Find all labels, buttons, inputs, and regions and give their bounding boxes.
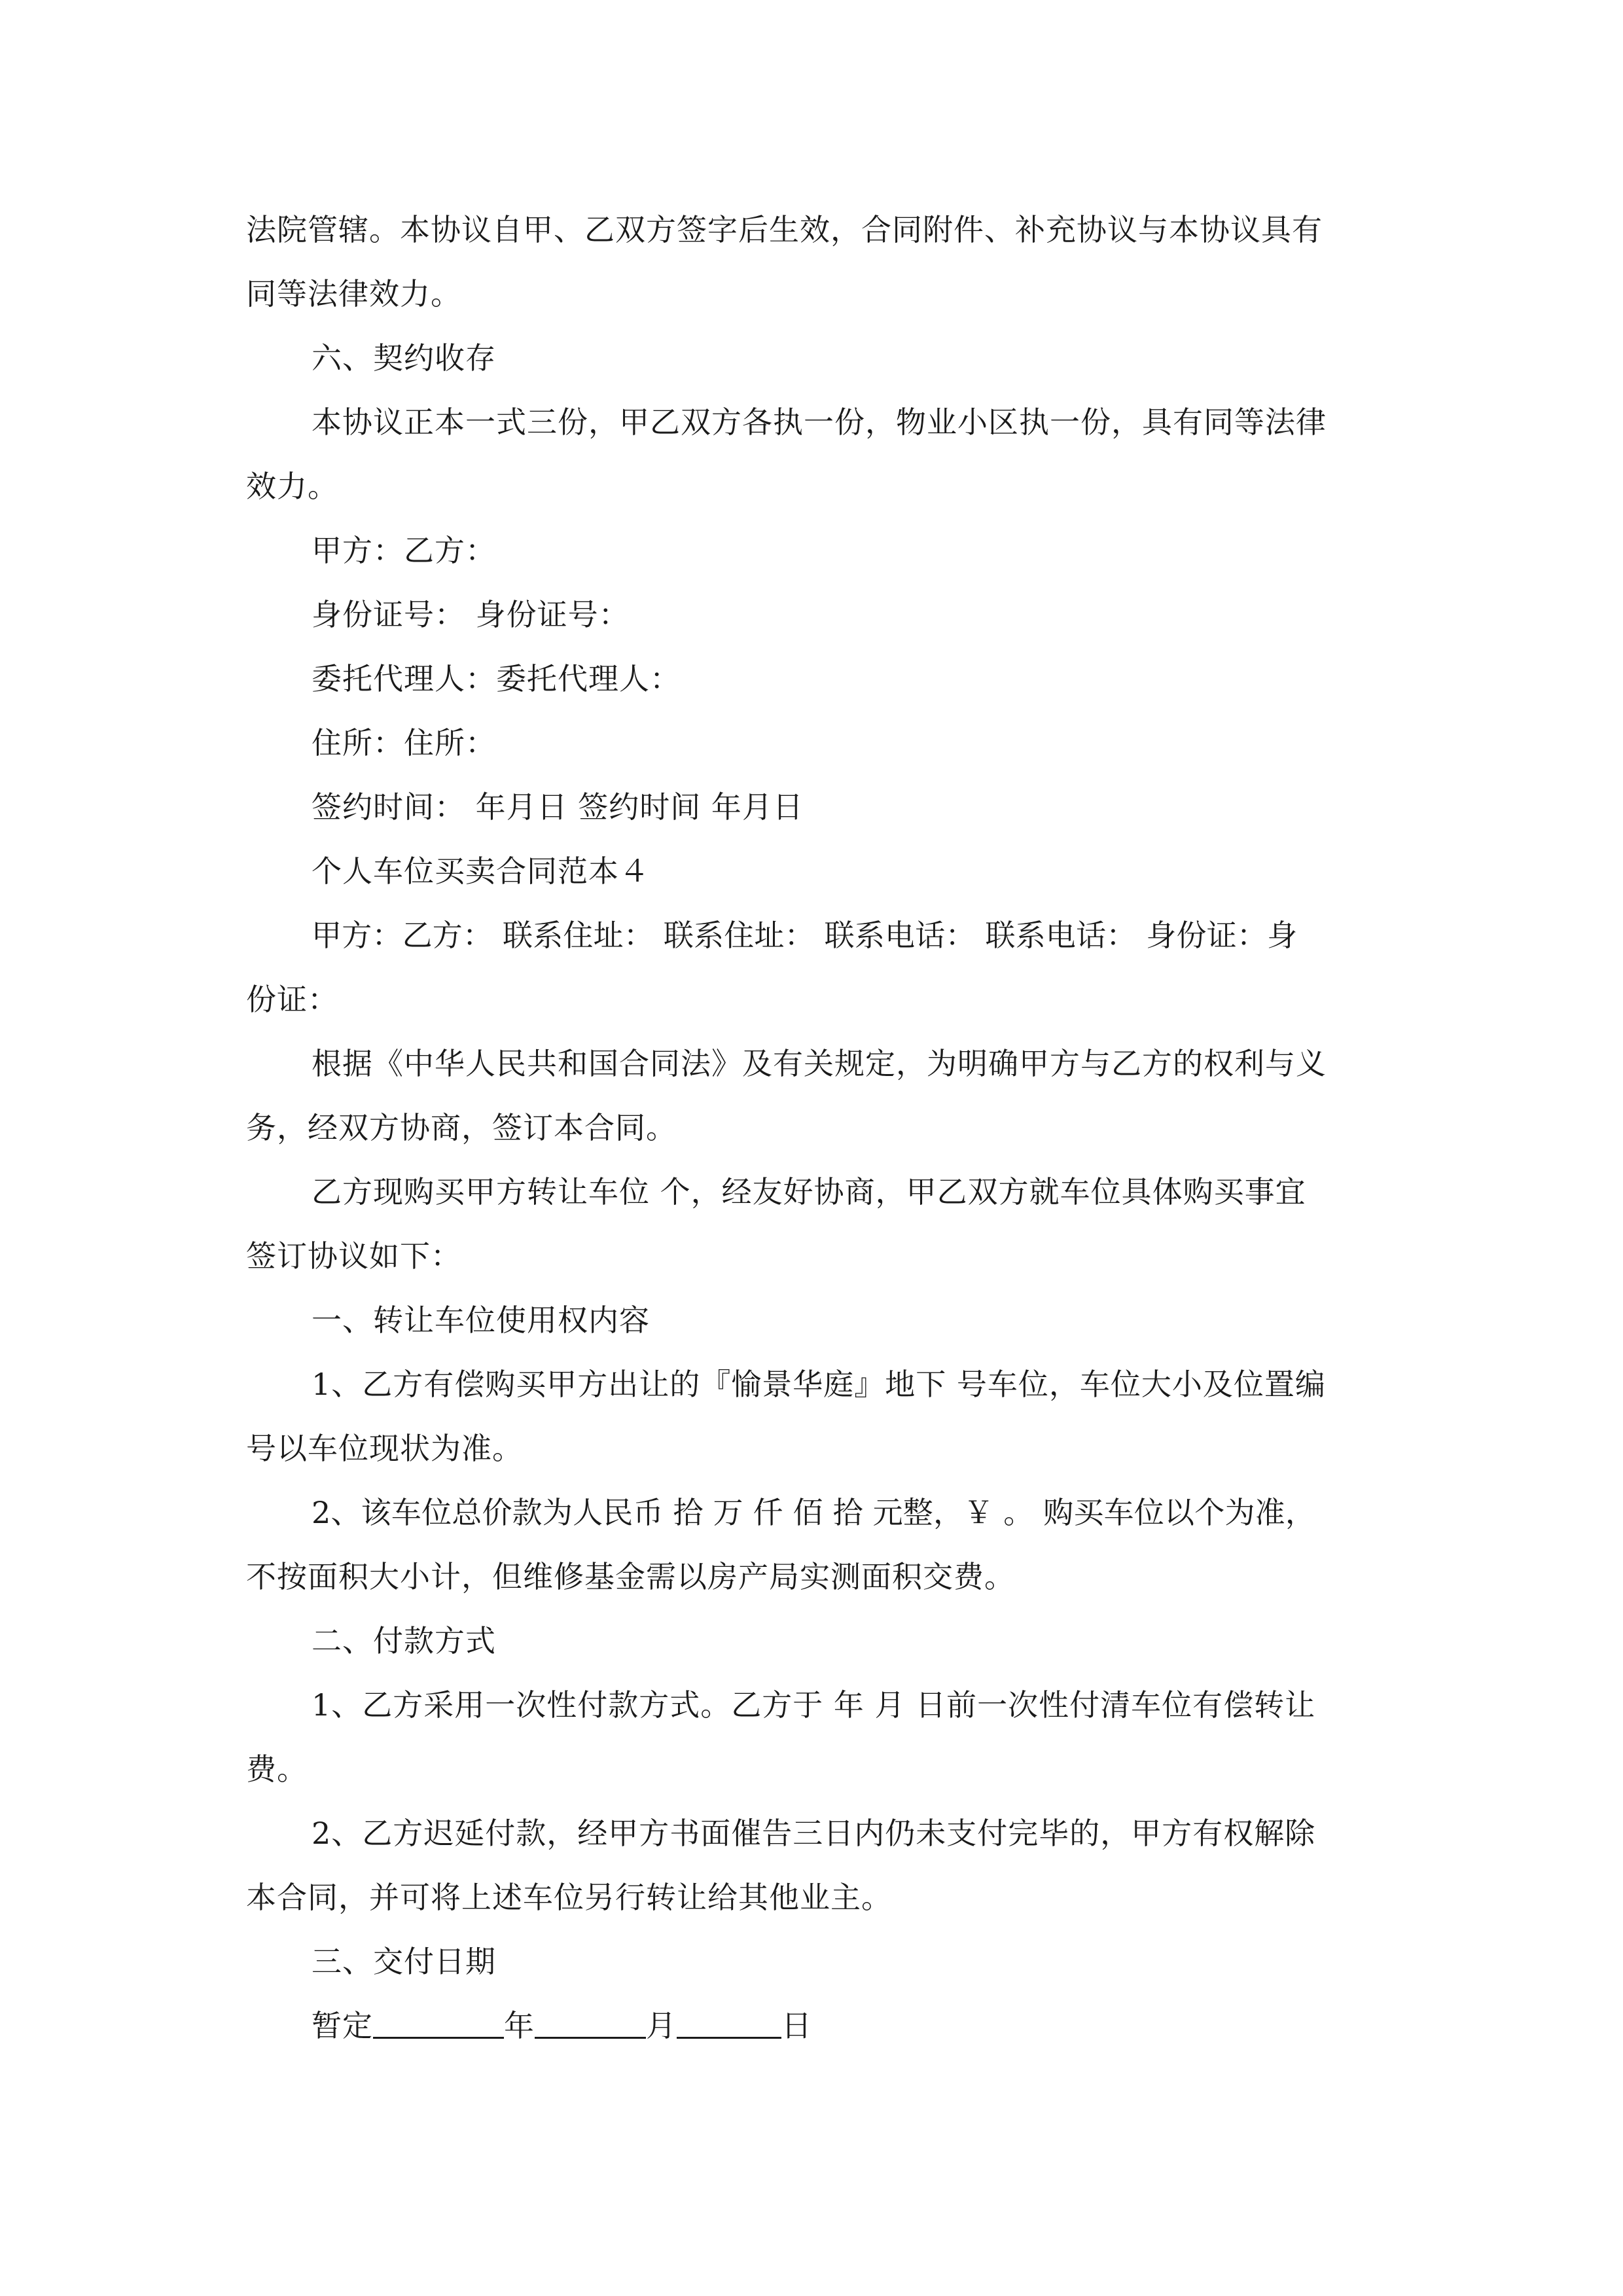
paragraph-line: 费。 bbox=[246, 1751, 308, 1787]
paragraph-line: 不按面积大小计，但维修基金需以房产局实测面积交费。 bbox=[246, 1559, 1015, 1594]
paragraph-line: 根据《中华人民共和国合同法》及有关规定，为明确甲方与乙方的权利与义 bbox=[312, 1046, 1327, 1081]
paragraph-line: 同等法律效力。 bbox=[246, 276, 461, 312]
paragraph-line: 法院管辖。本协议自甲、乙双方签字后生效，合同附件、补充协议与本协议具有 bbox=[246, 212, 1323, 247]
contract-title: 个人车位买卖合同范本４ bbox=[312, 853, 650, 889]
paragraph-line: 1、乙方有偿购买甲方出让的『愉景华庭』地下 号车位，车位大小及位置编 bbox=[312, 1367, 1326, 1402]
section-heading: 一、转让车位使用权内容 bbox=[312, 1302, 650, 1338]
signature-line: 住所：住所： bbox=[312, 725, 496, 761]
paragraph-line: 甲方：乙方： 联系住址： 联系住址： 联系电话： 联系电话： 身份证：身 bbox=[312, 918, 1298, 953]
paragraph-line: 本协议正本一式三份，甲乙双方各执一份，物业小区执一份，具有同等法律 bbox=[312, 404, 1327, 440]
date-prefix: 暂定 bbox=[312, 2008, 373, 2043]
signature-line: 委托代理人：委托代理人： bbox=[312, 661, 681, 696]
paragraph-line: 2、乙方迟延付款，经甲方书面催告三日内仍未支付完毕的，甲方有权解除 bbox=[312, 1816, 1316, 1851]
section-heading: 三、交付日期 bbox=[312, 1944, 496, 1979]
section-heading: 二、付款方式 bbox=[312, 1623, 496, 1659]
paragraph-line: 2、该车位总价款为人民币 拾 万 仟 佰 拾 元整，￥ 。 购买车位以个为准， bbox=[312, 1495, 1316, 1530]
signature-line: 签约时间： 年月日 签约时间 年月日 bbox=[312, 789, 804, 825]
paragraph-line: 务，经双方协商，签订本合同。 bbox=[246, 1110, 677, 1145]
paragraph-line: 签订协议如下： bbox=[246, 1238, 461, 1274]
paragraph-line: 1、乙方采用一次性付款方式。乙方于 年 月 日前一次性付清车位有偿转让 bbox=[312, 1687, 1316, 1723]
year-label: 年 bbox=[504, 2008, 535, 2043]
section-heading: 六、契约收存 bbox=[312, 340, 496, 376]
paragraph-line: 乙方现购买甲方转让车位 个，经友好协商，甲乙双方就车位具体购买事宜 bbox=[312, 1174, 1306, 1210]
delivery-date-line bbox=[246, 1994, 1377, 2058]
paragraph-line: 效力。 bbox=[246, 469, 338, 504]
paragraph-line: 号以车位现状为准。 bbox=[246, 1431, 523, 1466]
day-label: 日 bbox=[781, 2008, 812, 2043]
document-body bbox=[246, 198, 1377, 2058]
signature-line: 甲方：乙方： bbox=[312, 533, 496, 568]
paragraph-line: 本合同，并可将上述车位另行转让给其他业主。 bbox=[246, 1880, 892, 1915]
signature-line: 身份证号： 身份证号： bbox=[312, 597, 630, 632]
month-label: 月 bbox=[646, 2008, 677, 2043]
day-blank bbox=[677, 2008, 781, 2039]
month-blank bbox=[535, 2008, 646, 2039]
year-blank bbox=[373, 2008, 504, 2039]
paragraph-line: 份证： bbox=[246, 982, 338, 1017]
